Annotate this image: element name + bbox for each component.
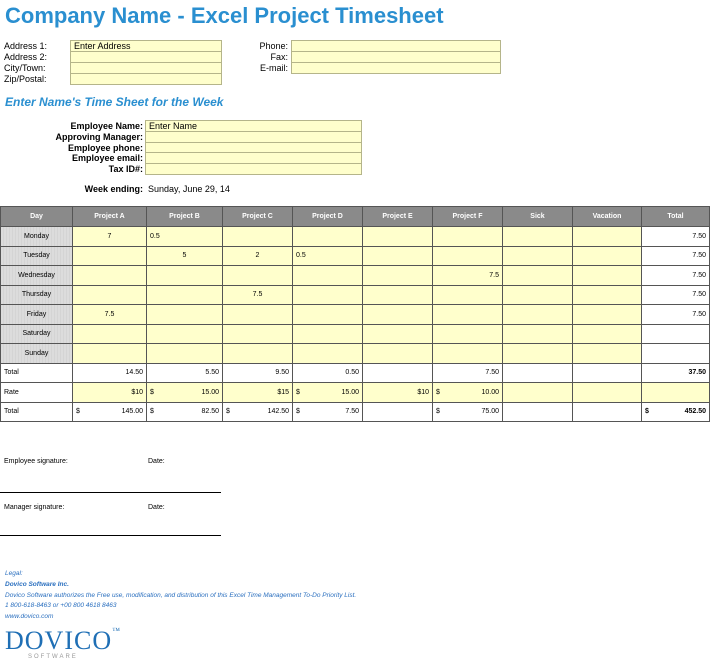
hours-cell[interactable] [147,305,223,325]
row-total-cell: 7.50 [642,266,710,286]
hours-cell[interactable] [293,285,363,305]
legal-heading: Legal: [5,570,23,577]
employee-name-label: Employee Name: [70,121,143,131]
hours-cell[interactable] [503,285,573,305]
total-row-label: Total [1,363,73,383]
tax-id-field[interactable] [145,163,362,175]
hours-cell[interactable] [223,227,293,247]
row-total-cell [642,344,710,364]
project-total-cell: 7.50 [433,363,503,383]
day-cell: Friday [1,305,73,325]
project-total-cell: 5.50 [147,363,223,383]
hours-cell[interactable] [503,344,573,364]
rate-row [1,383,710,403]
hours-cell[interactable] [147,344,223,364]
hours-cell[interactable] [573,305,642,325]
hours-cell[interactable] [147,266,223,286]
amount-cell [573,402,642,422]
column-header-project-a: Project A [73,207,147,227]
currency-symbol: $ [436,408,440,416]
row-total-cell: 7.50 [642,227,710,247]
tax-id-label: Tax ID#: [108,164,143,174]
approving-manager-label: Approving Manager: [55,132,143,142]
dovico-logo [5,626,121,656]
logo-subtext: SOFTWARE [28,654,78,660]
rate-value: 15.00 [341,388,359,396]
rate-cell[interactable] [293,383,363,403]
rate-cell[interactable] [147,383,223,403]
amount-cell [73,402,147,422]
hours-cell[interactable] [433,227,503,247]
timesheet-subtitle: Enter Name's Time Sheet for the Week [5,95,224,109]
currency-symbol: $ [76,408,80,416]
column-header-project-f: Project F [433,207,503,227]
hours-cell[interactable] [573,324,642,344]
hours-cell[interactable] [73,344,147,364]
hours-cell[interactable]: 2 [223,246,293,266]
address2-label: Address 2: [4,52,48,62]
hours-cell[interactable] [573,227,642,247]
hours-total-row [1,363,710,383]
day-cell: Monday [1,227,73,247]
timesheet-table [0,206,710,422]
amount-cell [223,402,293,422]
hours-cell[interactable] [147,324,223,344]
logo-trademark: ™ [112,626,121,635]
hours-cell[interactable] [363,227,433,247]
table-row-wednesday [1,266,710,286]
manager-date-label: Date: [148,504,165,511]
table-header-row [1,207,710,227]
employee-signature-label: Employee signature: [4,458,68,465]
row-total-cell: 7.50 [642,246,710,266]
amount-value: 75.00 [481,408,499,416]
hours-cell[interactable] [363,344,433,364]
employee-signature-line[interactable] [0,492,221,493]
hours-cell[interactable] [433,285,503,305]
table-row-thursday [1,285,710,305]
rate-cell[interactable] [223,383,293,403]
week-ending-value[interactable]: Sunday, June 29, 14 [148,184,230,194]
column-header-day: Day [1,207,73,227]
hours-cell[interactable] [363,266,433,286]
hours-cell[interactable] [293,266,363,286]
hours-cell[interactable] [293,324,363,344]
hours-cell[interactable] [73,324,147,344]
hours-cell[interactable] [73,246,147,266]
manager-signature-line[interactable] [0,535,221,536]
rate-cell[interactable] [433,383,503,403]
hours-cell[interactable]: 0.5 [147,227,223,247]
hours-cell[interactable] [363,246,433,266]
hours-cell[interactable]: 7 [73,227,147,247]
column-header-project-e: Project E [363,207,433,227]
rate-cell[interactable] [73,383,147,403]
amount-cell [503,402,573,422]
hours-cell[interactable] [503,305,573,325]
amount-value: 145.00 [121,408,143,416]
employee-email-label: Employee email: [71,153,143,163]
hours-cell[interactable] [503,227,573,247]
project-total-cell: 14.50 [73,363,147,383]
legal-url[interactable]: www.dovico.com [5,613,54,620]
hours-cell[interactable] [433,305,503,325]
legal-phone: 1 800-618-8463 or +00 800 4618 8463 [5,602,117,609]
address1-field[interactable]: Enter Address [70,40,222,52]
currency-symbol: $ [436,388,440,396]
hours-cell[interactable] [573,266,642,286]
hours-cell[interactable] [293,227,363,247]
hours-cell[interactable] [223,324,293,344]
hours-cell[interactable] [573,344,642,364]
hours-cell[interactable] [223,266,293,286]
table-row-tuesday [1,246,710,266]
logo-text: DOVICO [5,626,113,655]
amount-value: 7.50 [345,408,359,416]
hours-cell[interactable] [73,266,147,286]
week-ending-label: Week ending: [84,184,143,194]
email-field[interactable] [291,62,501,74]
column-header-project-c: Project C [223,207,293,227]
amount-total-row [1,402,710,422]
page-title: Company Name - Excel Project Timesheet [5,3,444,28]
hours-cell[interactable]: 7.5 [223,285,293,305]
rate-cell[interactable] [363,383,433,403]
hours-cell[interactable] [293,305,363,325]
phone-label: Phone: [259,41,288,51]
address1-label: Address 1: [4,41,48,51]
project-total-cell: 0.50 [293,363,363,383]
day-cell: Wednesday [1,266,73,286]
hours-cell[interactable]: 7.5 [73,305,147,325]
table-row-saturday [1,324,710,344]
currency-symbol: $ [645,408,649,416]
column-header-project-b: Project B [147,207,223,227]
rate-total-cell [642,383,710,403]
column-header-project-d: Project D [293,207,363,227]
amount-cell [293,402,363,422]
hours-cell[interactable] [363,305,433,325]
rate-cell[interactable] [573,383,642,403]
hours-cell[interactable] [433,324,503,344]
table-row-friday [1,305,710,325]
hours-cell[interactable] [363,324,433,344]
day-cell: Thursday [1,285,73,305]
column-header-sick: Sick [503,207,573,227]
hours-cell[interactable] [503,324,573,344]
hours-cell[interactable] [573,285,642,305]
employee-name-field[interactable]: Enter Name [145,120,362,132]
row-total-cell: 7.50 [642,285,710,305]
table-row-sunday [1,344,710,364]
amount-cell [147,402,223,422]
amount-cell [433,402,503,422]
table-row-monday [1,227,710,247]
legal-text: Dovico Software authorizes the Free use, modification, and distribution of this Excel Time Management To-Do Priority List. [5,592,357,599]
hours-cell[interactable] [223,344,293,364]
row-total-cell: 7.50 [642,305,710,325]
currency-symbol: $ [226,408,230,416]
rate-value: 15.00 [201,388,219,396]
project-total-cell [573,363,642,383]
project-total-cell: 9.50 [223,363,293,383]
currency-symbol: $ [296,408,300,416]
hours-cell[interactable] [147,285,223,305]
employee-phone-label: Employee phone: [67,143,143,153]
column-header-total: Total [642,207,710,227]
amount-value: 82.50 [201,408,219,416]
day-cell: Tuesday [1,246,73,266]
hours-cell[interactable] [433,344,503,364]
amount-cell [363,402,433,422]
grand-amount-total-cell [642,402,710,422]
legal-company: Dovico Software Inc. [5,581,69,588]
rate-value: $10 [131,388,143,396]
project-total-cell [503,363,573,383]
amount-row-label: Total [1,402,73,422]
rate-value: $15 [277,388,289,396]
hours-cell[interactable]: 5 [147,246,223,266]
rate-value: 10.00 [481,388,499,396]
hours-cell[interactable] [503,246,573,266]
rate-cell[interactable] [503,383,573,403]
employee-date-label: Date: [148,458,165,465]
row-total-cell [642,324,710,344]
hours-cell[interactable] [363,285,433,305]
hours-cell[interactable]: 0.5 [293,246,363,266]
fax-label: Fax: [270,52,288,62]
column-header-vacation: Vacation [573,207,642,227]
hours-cell[interactable]: 7.5 [433,266,503,286]
grand-hours-total-cell: 37.50 [642,363,710,383]
day-cell: Saturday [1,324,73,344]
hours-cell[interactable] [293,344,363,364]
hours-cell[interactable] [73,285,147,305]
hours-cell[interactable] [433,246,503,266]
manager-signature-label: Manager signature: [4,504,65,511]
rate-row-label: Rate [1,383,73,403]
hours-cell[interactable] [573,246,642,266]
rate-value: $10 [417,388,429,396]
currency-symbol: $ [296,388,300,396]
project-total-cell [363,363,433,383]
grand-amount-value: 452.50 [684,408,706,416]
day-cell: Sunday [1,344,73,364]
currency-symbol: $ [150,388,154,396]
city-label: City/Town: [4,63,46,73]
hours-cell[interactable] [223,305,293,325]
currency-symbol: $ [150,408,154,416]
zip-label: Zip/Postal: [4,74,47,84]
zip-field[interactable] [70,73,222,85]
email-label: E-mail: [259,63,288,73]
hours-cell[interactable] [503,266,573,286]
amount-value: 142.50 [267,408,289,416]
